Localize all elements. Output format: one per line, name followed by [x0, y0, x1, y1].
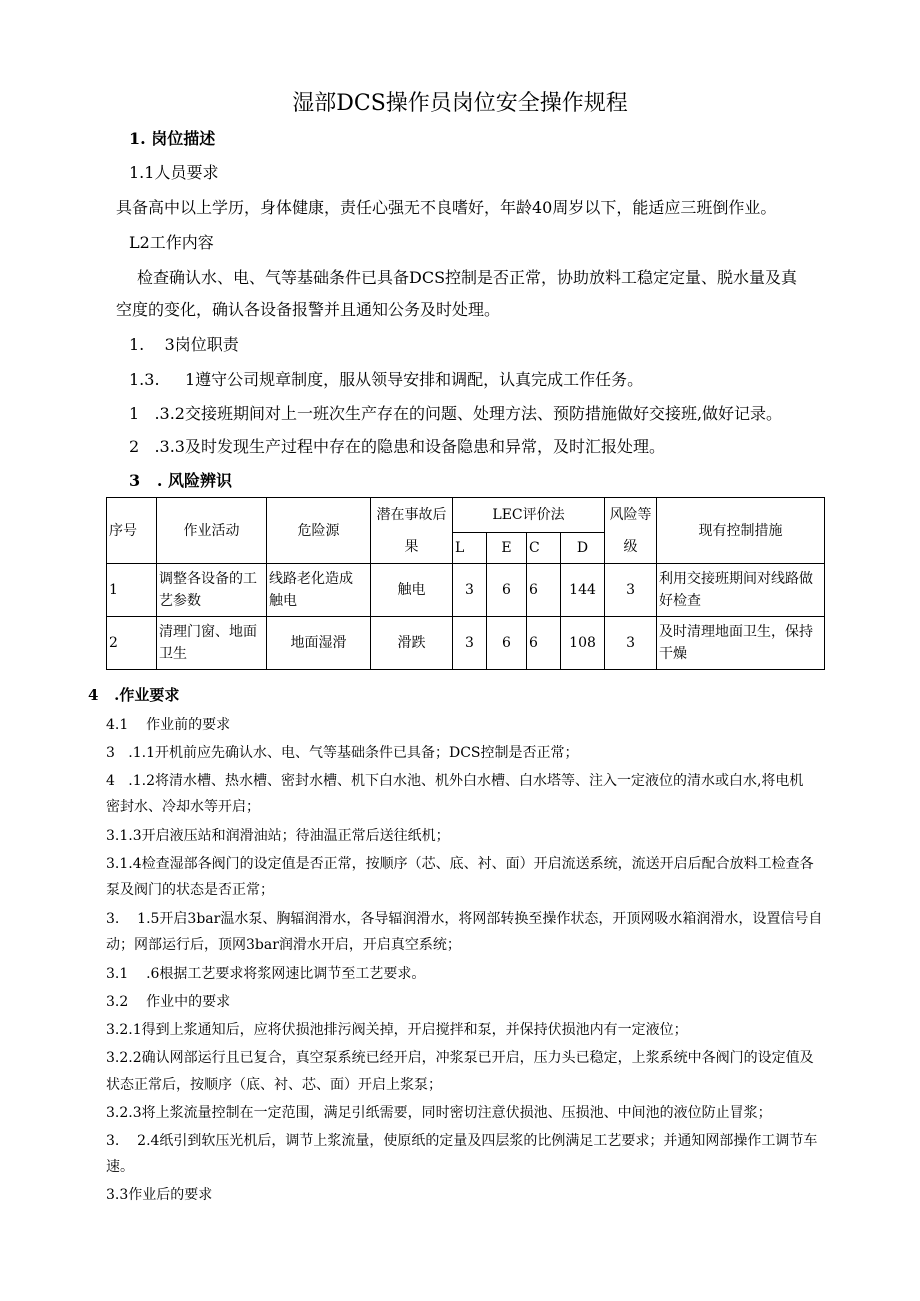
duty-item-1: 1.3. 1遵守公司规章制度，服从领导安排和调配，认真完成工作任务。 — [129, 370, 644, 389]
duty-item-3: 2 .3.3及时发现生产过程中存在的隐患和设备隐患和异常，及时汇报处理。 — [129, 437, 665, 456]
before-item: 3 .1.1开机前应先确认水、电、气等基础条件已具备；DCS控制是否正常； — [106, 745, 579, 761]
row-1-accident: 触电 — [371, 564, 453, 617]
row-2-control-line2: 干燥 — [659, 646, 688, 662]
header-accident-line1: 潜在事故后 — [376, 506, 447, 523]
before-item: 3.1.4检查湿部各阀门的设定值是否正常，按顺序（芯、底、衬、面）开启流送系统，流送开启后配合放料工检查各 — [106, 856, 814, 872]
page-title: 湿部DCS操作员岗位安全操作规程 — [292, 91, 628, 116]
risk-table — [106, 497, 825, 670]
row-1-l: 3 — [453, 564, 487, 617]
row-1-control-line1: 利用交接班期间对线路做 — [659, 571, 814, 587]
row-2-no: 2 — [107, 617, 157, 670]
before-item: 4 .1.2将清水槽、热水槽、密封水槽、机下白水池、机外白水槽、白水塔等、注入一定液位的清水或白水,将电机 — [106, 773, 804, 789]
row-1-c: 6 — [527, 564, 561, 617]
row-2-activity — [157, 617, 267, 670]
row-2-e: 6 — [487, 617, 527, 670]
section-4-1-heading: 4.1 作业前的要求 — [106, 717, 231, 733]
before-item: 泵及阀门的状态是否正常； — [106, 882, 274, 898]
before-item: 3. 1.5开启3bar温水泵、胸辐润滑水，各导辐润滑水，将网部转换至操作状态，开顶网吸水箱润滑水，设置信号自 — [106, 911, 823, 927]
section-3-3-heading: 3.3作业后的要求 — [106, 1187, 213, 1203]
header-activity: 作业活动 — [157, 498, 267, 564]
duty-item-2: 1 .3.2交接班期间对上一班次生产存在的问题、处理方法、预防措施做好交接班,做好记录。 — [129, 404, 783, 423]
row-2-l: 3 — [453, 617, 487, 670]
row-1-d: 144 — [561, 564, 605, 617]
before-item: 3.1.3开启液压站和润滑油站；待油温正常后送往纸机； — [106, 828, 450, 844]
header-level-line2: 级 — [623, 538, 638, 555]
row-2-d: 108 — [561, 617, 605, 670]
row-1-e: 6 — [487, 564, 527, 617]
section-1-heading: 1. 岗位描述 — [129, 129, 216, 148]
header-level — [605, 498, 657, 564]
section-4-heading: 4 .作业要求 — [88, 686, 180, 704]
row-2-activity-line1: 清理门窗、地面 — [159, 624, 257, 640]
row-2-control-line1: 及时清理地面卫生，保持 — [659, 624, 814, 640]
row-2-level: 3 — [605, 617, 657, 670]
section-1-3-heading: 1. 3岗位职责 — [129, 335, 239, 354]
table-row — [107, 617, 825, 670]
header-e: E — [487, 533, 527, 564]
header-no: 序号 — [107, 498, 157, 564]
during-item: 3.2.3将上浆流量控制在一定范围，满足引纸需要，同时密切注意伏损池、压损池、中间池的液位防止冒浆； — [106, 1105, 772, 1121]
row-2-activity-line2: 卫生 — [159, 646, 187, 662]
header-level-line1: 风险等 — [609, 506, 652, 523]
row-1-activity-line1: 调整各设备的工 — [159, 571, 257, 587]
row-2-hazard: 地面湿滑 — [267, 617, 371, 670]
during-item: 状态正常后，按顺序（底、衬、芯、面）开启上浆泵； — [106, 1077, 442, 1093]
during-item: 3.2.2确认网部运行且已复合，真空泵系统已经开启，冲浆泵已开启，压力头已稳定，上浆系统中各阀门的设定值及 — [106, 1050, 814, 1066]
before-item: 动；网部运行后，顶网3bar润滑水开启，开启真空系统； — [106, 937, 461, 953]
before-item: 3.1 .6根据工艺要求将浆网速比调节至工艺要求。 — [106, 966, 426, 982]
header-control: 现有控制措施 — [657, 498, 825, 564]
header-accident — [371, 498, 453, 564]
header-hazard: 危险源 — [267, 498, 371, 564]
header-lec: LEC评价法 — [453, 498, 605, 533]
row-1-no: 1 — [107, 564, 157, 617]
section-1-1-text: 具备高中以上学历，身体健康，责任心强无不良嗜好，年龄40周岁以下，能适应三班倒作业。 — [116, 198, 777, 217]
during-item: 速。 — [106, 1159, 134, 1175]
section-1-2-heading: L2工作内容 — [129, 233, 214, 252]
section-1-1-heading: 1.1人员要求 — [129, 163, 219, 182]
section-1-2-text-line2: 空度的变化，确认各设备报警并且通知公务及时处理。 — [116, 300, 501, 319]
row-1-level: 3 — [605, 564, 657, 617]
row-2-c: 6 — [527, 617, 561, 670]
row-1-hazard-line1: 线路老化造成 — [269, 571, 353, 587]
row-2-control — [657, 617, 825, 670]
before-item: 密封水、冷却水等开启； — [106, 799, 260, 815]
during-item: 3. 2.4纸引到软压光机后，调节上浆流量，使原纸的定量及四层浆的比例满足工艺要求；并通知网部操作工调节车 — [106, 1133, 818, 1149]
header-accident-line2: 果 — [404, 538, 419, 555]
row-1-hazard-line2: 触电 — [269, 593, 297, 609]
header-l: L — [453, 533, 487, 564]
row-2-accident: 滑跌 — [371, 617, 453, 670]
during-item: 3.2.1得到上浆通知后，应将伏损池排污阀关掉，开启搅拌和泵，并保持伏损池内有一定液位； — [106, 1022, 688, 1038]
row-1-control — [657, 564, 825, 617]
table-row — [107, 564, 825, 617]
header-c: C — [527, 533, 561, 564]
section-3-heading: 3 . 风险辨识 — [129, 471, 232, 490]
table-header-row — [107, 498, 825, 533]
section-3-2-heading: 3.2 作业中的要求 — [106, 994, 231, 1010]
row-1-hazard — [267, 564, 371, 617]
row-1-activity — [157, 564, 267, 617]
row-1-control-line2: 好检查 — [659, 593, 702, 609]
row-1-activity-line2: 艺参数 — [159, 593, 201, 609]
header-d: D — [561, 533, 605, 564]
section-1-2-text-line1: 检查确认水、电、气等基础条件已具备DCS控制是否正常，协助放料工稳定定量、脱水量及真 — [137, 268, 798, 287]
